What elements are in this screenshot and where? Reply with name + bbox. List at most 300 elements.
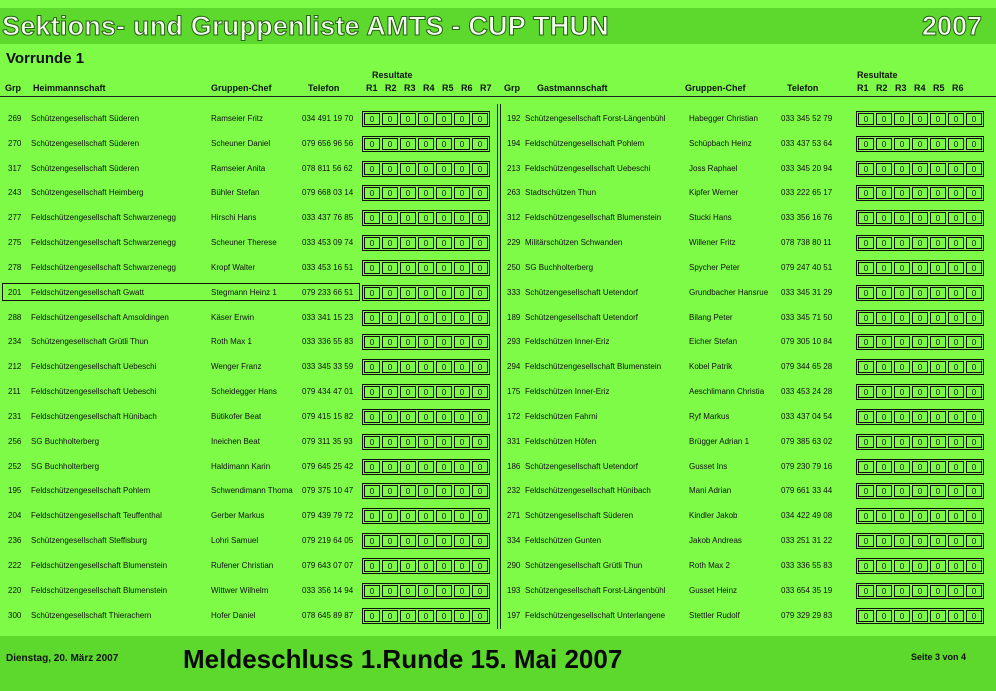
- score-box[interactable]: 0: [418, 535, 434, 547]
- score-box[interactable]: 0: [894, 560, 910, 572]
- score-box[interactable]: 0: [400, 386, 416, 398]
- score-box[interactable]: 0: [382, 535, 398, 547]
- score-box[interactable]: 0: [894, 212, 910, 224]
- score-box[interactable]: 0: [364, 163, 380, 175]
- score-box[interactable]: 0: [876, 585, 892, 597]
- score-box[interactable]: 0: [912, 212, 928, 224]
- score-box[interactable]: 0: [858, 436, 874, 448]
- score-box[interactable]: 0: [858, 610, 874, 622]
- score-box[interactable]: 0: [382, 237, 398, 249]
- score-box[interactable]: 0: [876, 535, 892, 547]
- score-box[interactable]: 0: [418, 510, 434, 522]
- score-box[interactable]: 0: [382, 312, 398, 324]
- score-box[interactable]: 0: [858, 113, 874, 125]
- score-box[interactable]: 0: [364, 560, 380, 572]
- score-box[interactable]: 0: [436, 237, 452, 249]
- home-team-name: Schützengesellschaft Süderen: [31, 114, 140, 123]
- score-box[interactable]: 0: [966, 436, 982, 448]
- score-box[interactable]: 0: [454, 461, 470, 473]
- score-box[interactable]: 0: [930, 113, 946, 125]
- score-box[interactable]: 0: [966, 535, 982, 547]
- score-box[interactable]: 0: [966, 237, 982, 249]
- score-box[interactable]: 0: [436, 287, 452, 299]
- score-box[interactable]: 0: [948, 287, 964, 299]
- score-box[interactable]: 0: [400, 113, 416, 125]
- score-box[interactable]: 0: [400, 163, 416, 175]
- score-box[interactable]: 0: [418, 312, 434, 324]
- score-box[interactable]: 0: [948, 510, 964, 522]
- score-box[interactable]: 0: [364, 535, 380, 547]
- score-box[interactable]: 0: [966, 113, 982, 125]
- score-box[interactable]: 0: [382, 212, 398, 224]
- score-box[interactable]: 0: [418, 113, 434, 125]
- score-box[interactable]: 0: [454, 163, 470, 175]
- score-box[interactable]: 0: [436, 535, 452, 547]
- score-box[interactable]: 0: [894, 361, 910, 373]
- score-box[interactable]: 0: [418, 461, 434, 473]
- score-box[interactable]: 0: [876, 485, 892, 497]
- score-box[interactable]: 0: [436, 187, 452, 199]
- score-box[interactable]: 0: [948, 212, 964, 224]
- score-box[interactable]: 0: [364, 411, 380, 423]
- score-box[interactable]: 0: [472, 312, 488, 324]
- score-box[interactable]: 0: [454, 510, 470, 522]
- score-box[interactable]: 0: [948, 585, 964, 597]
- score-box[interactable]: 0: [472, 262, 488, 274]
- score-box[interactable]: 0: [472, 461, 488, 473]
- score-box[interactable]: 0: [948, 461, 964, 473]
- score-box[interactable]: 0: [472, 163, 488, 175]
- score-box[interactable]: 0: [912, 113, 928, 125]
- score-box[interactable]: 0: [894, 237, 910, 249]
- score-box[interactable]: 0: [948, 361, 964, 373]
- score-box[interactable]: 0: [930, 510, 946, 522]
- score-box[interactable]: 0: [472, 411, 488, 423]
- score-box[interactable]: 0: [382, 560, 398, 572]
- guest-team-name: Feldschützen Fahrni: [525, 412, 598, 421]
- score-box[interactable]: 0: [858, 510, 874, 522]
- score-box[interactable]: 0: [472, 436, 488, 448]
- score-box[interactable]: 0: [436, 212, 452, 224]
- score-box[interactable]: 0: [382, 585, 398, 597]
- score-box[interactable]: 0: [400, 535, 416, 547]
- score-box[interactable]: 0: [418, 237, 434, 249]
- score-box[interactable]: 0: [454, 485, 470, 497]
- score-box[interactable]: 0: [948, 312, 964, 324]
- score-box[interactable]: 0: [400, 361, 416, 373]
- score-box[interactable]: 0: [912, 411, 928, 423]
- score-box[interactable]: 0: [400, 312, 416, 324]
- score-box[interactable]: 0: [930, 436, 946, 448]
- score-box[interactable]: 0: [436, 560, 452, 572]
- score-box[interactable]: 0: [876, 262, 892, 274]
- score-box[interactable]: 0: [382, 287, 398, 299]
- score-box[interactable]: 0: [436, 436, 452, 448]
- score-box[interactable]: 0: [948, 336, 964, 348]
- score-box[interactable]: 0: [472, 535, 488, 547]
- score-box[interactable]: 0: [894, 163, 910, 175]
- score-box[interactable]: 0: [930, 411, 946, 423]
- score-box[interactable]: 0: [400, 212, 416, 224]
- score-box[interactable]: 0: [966, 163, 982, 175]
- score-box[interactable]: 0: [930, 386, 946, 398]
- score-box[interactable]: 0: [418, 187, 434, 199]
- score-box[interactable]: 0: [400, 287, 416, 299]
- score-box[interactable]: 0: [418, 386, 434, 398]
- score-box[interactable]: 0: [912, 138, 928, 150]
- score-box[interactable]: 0: [364, 610, 380, 622]
- score-box[interactable]: 0: [948, 113, 964, 125]
- score-box[interactable]: 0: [436, 461, 452, 473]
- score-box[interactable]: 0: [912, 560, 928, 572]
- score-box[interactable]: 0: [930, 312, 946, 324]
- score-box[interactable]: 0: [858, 187, 874, 199]
- score-box[interactable]: 0: [364, 585, 380, 597]
- score-box[interactable]: 0: [454, 610, 470, 622]
- score-box[interactable]: 0: [858, 411, 874, 423]
- score-box[interactable]: 0: [930, 535, 946, 547]
- score-box[interactable]: 0: [966, 585, 982, 597]
- score-box[interactable]: 0: [382, 262, 398, 274]
- score-box[interactable]: 0: [876, 336, 892, 348]
- score-box[interactable]: 0: [858, 312, 874, 324]
- score-box[interactable]: 0: [418, 610, 434, 622]
- score-box[interactable]: 0: [382, 510, 398, 522]
- score-box[interactable]: 0: [472, 386, 488, 398]
- score-box[interactable]: 0: [858, 163, 874, 175]
- score-box[interactable]: 0: [436, 361, 452, 373]
- score-box[interactable]: 0: [966, 510, 982, 522]
- score-box[interactable]: 0: [894, 386, 910, 398]
- score-box[interactable]: 0: [894, 187, 910, 199]
- score-box[interactable]: 0: [364, 361, 380, 373]
- score-box[interactable]: 0: [876, 610, 892, 622]
- score-box[interactable]: 0: [912, 436, 928, 448]
- score-box[interactable]: 0: [382, 336, 398, 348]
- score-box[interactable]: 0: [418, 485, 434, 497]
- score-box[interactable]: 0: [894, 312, 910, 324]
- score-box[interactable]: 0: [948, 535, 964, 547]
- score-box[interactable]: 0: [858, 336, 874, 348]
- score-box[interactable]: 0: [472, 336, 488, 348]
- score-box[interactable]: 0: [966, 287, 982, 299]
- score-box[interactable]: 0: [400, 461, 416, 473]
- score-box[interactable]: 0: [930, 485, 946, 497]
- score-box[interactable]: 0: [930, 212, 946, 224]
- score-box[interactable]: 0: [472, 113, 488, 125]
- score-box[interactable]: 0: [418, 585, 434, 597]
- score-box[interactable]: 0: [858, 485, 874, 497]
- score-box[interactable]: 0: [966, 386, 982, 398]
- score-box[interactable]: 0: [930, 287, 946, 299]
- guest-group-chief: Gusset Heinz: [689, 586, 738, 595]
- score-box[interactable]: 0: [948, 138, 964, 150]
- table-row: [0, 260, 996, 276]
- score-box[interactable]: 0: [454, 187, 470, 199]
- score-box[interactable]: 0: [858, 560, 874, 572]
- score-box[interactable]: 0: [876, 237, 892, 249]
- score-box[interactable]: 0: [364, 485, 380, 497]
- score-box[interactable]: 0: [966, 610, 982, 622]
- score-box[interactable]: 0: [912, 535, 928, 547]
- score-box[interactable]: 0: [876, 113, 892, 125]
- score-box[interactable]: 0: [454, 212, 470, 224]
- score-box[interactable]: 0: [364, 510, 380, 522]
- score-box[interactable]: 0: [454, 436, 470, 448]
- score-box[interactable]: 0: [400, 436, 416, 448]
- score-box[interactable]: 0: [930, 138, 946, 150]
- score-box[interactable]: 0: [894, 535, 910, 547]
- score-box[interactable]: 0: [418, 361, 434, 373]
- score-box[interactable]: 0: [400, 585, 416, 597]
- score-box[interactable]: 0: [948, 610, 964, 622]
- score-box[interactable]: 0: [930, 585, 946, 597]
- score-box[interactable]: 0: [364, 461, 380, 473]
- score-box[interactable]: 0: [858, 287, 874, 299]
- score-box[interactable]: 0: [382, 163, 398, 175]
- score-box[interactable]: 0: [454, 585, 470, 597]
- score-box[interactable]: 0: [912, 485, 928, 497]
- score-box[interactable]: 0: [912, 237, 928, 249]
- score-box[interactable]: 0: [948, 560, 964, 572]
- score-box[interactable]: 0: [436, 163, 452, 175]
- score-box[interactable]: 0: [912, 187, 928, 199]
- score-box[interactable]: 0: [454, 312, 470, 324]
- score-box[interactable]: 0: [454, 535, 470, 547]
- score-box[interactable]: 0: [472, 187, 488, 199]
- score-box[interactable]: 0: [876, 461, 892, 473]
- score-box[interactable]: 0: [912, 312, 928, 324]
- score-box[interactable]: 0: [876, 187, 892, 199]
- score-box[interactable]: 0: [966, 485, 982, 497]
- score-box[interactable]: 0: [858, 386, 874, 398]
- score-box[interactable]: 0: [364, 262, 380, 274]
- score-box[interactable]: 0: [364, 312, 380, 324]
- score-box[interactable]: 0: [400, 138, 416, 150]
- score-box[interactable]: 0: [912, 361, 928, 373]
- score-box[interactable]: 0: [418, 411, 434, 423]
- score-box[interactable]: 0: [912, 610, 928, 622]
- score-box[interactable]: 0: [894, 436, 910, 448]
- score-box[interactable]: 0: [364, 187, 380, 199]
- score-box[interactable]: 0: [966, 336, 982, 348]
- score-box[interactable]: 0: [454, 361, 470, 373]
- score-box[interactable]: 0: [858, 262, 874, 274]
- score-box[interactable]: 0: [876, 361, 892, 373]
- score-box[interactable]: 0: [876, 436, 892, 448]
- score-box[interactable]: 0: [364, 436, 380, 448]
- score-box[interactable]: 0: [364, 113, 380, 125]
- score-box[interactable]: 0: [966, 361, 982, 373]
- score-box[interactable]: 0: [454, 237, 470, 249]
- score-box[interactable]: 0: [894, 610, 910, 622]
- score-box[interactable]: 0: [454, 138, 470, 150]
- score-box[interactable]: 0: [436, 585, 452, 597]
- score-box[interactable]: 0: [858, 138, 874, 150]
- score-box[interactable]: 0: [930, 187, 946, 199]
- score-box[interactable]: 0: [894, 262, 910, 274]
- score-box[interactable]: 0: [876, 138, 892, 150]
- score-box[interactable]: 0: [418, 560, 434, 572]
- score-box[interactable]: 0: [454, 113, 470, 125]
- score-box[interactable]: 0: [858, 212, 874, 224]
- score-box[interactable]: 0: [454, 386, 470, 398]
- score-box[interactable]: 0: [364, 336, 380, 348]
- score-box[interactable]: 0: [930, 237, 946, 249]
- score-box[interactable]: 0: [364, 138, 380, 150]
- score-box[interactable]: 0: [894, 113, 910, 125]
- score-box[interactable]: 0: [876, 560, 892, 572]
- score-box[interactable]: 0: [912, 336, 928, 348]
- score-box[interactable]: 0: [418, 262, 434, 274]
- score-box[interactable]: 0: [436, 485, 452, 497]
- score-box[interactable]: 0: [912, 585, 928, 597]
- score-box[interactable]: 0: [876, 212, 892, 224]
- score-box[interactable]: 0: [364, 212, 380, 224]
- score-box[interactable]: 0: [418, 287, 434, 299]
- score-box[interactable]: 0: [966, 411, 982, 423]
- score-box[interactable]: 0: [400, 510, 416, 522]
- score-box[interactable]: 0: [948, 436, 964, 448]
- score-box[interactable]: 0: [912, 262, 928, 274]
- score-box[interactable]: 0: [436, 386, 452, 398]
- score-box[interactable]: 0: [454, 560, 470, 572]
- score-box[interactable]: 0: [966, 212, 982, 224]
- score-box[interactable]: 0: [400, 336, 416, 348]
- score-box[interactable]: 0: [454, 287, 470, 299]
- score-box[interactable]: 0: [912, 510, 928, 522]
- score-box[interactable]: 0: [436, 312, 452, 324]
- score-box[interactable]: 0: [472, 212, 488, 224]
- score-box[interactable]: 0: [364, 287, 380, 299]
- score-box[interactable]: 0: [418, 336, 434, 348]
- guest-score-boxes: [856, 111, 984, 127]
- score-box[interactable]: 0: [930, 336, 946, 348]
- score-box[interactable]: 0: [436, 113, 452, 125]
- score-box[interactable]: 0: [858, 237, 874, 249]
- score-box[interactable]: 0: [382, 361, 398, 373]
- score-box[interactable]: 0: [472, 237, 488, 249]
- score-box[interactable]: 0: [966, 560, 982, 572]
- score-box[interactable]: 0: [876, 287, 892, 299]
- score-box[interactable]: 0: [436, 610, 452, 622]
- score-box[interactable]: 0: [966, 187, 982, 199]
- score-box[interactable]: 0: [400, 610, 416, 622]
- score-box[interactable]: 0: [966, 461, 982, 473]
- score-box[interactable]: 0: [948, 187, 964, 199]
- score-box[interactable]: 0: [876, 411, 892, 423]
- score-box[interactable]: 0: [436, 138, 452, 150]
- score-box[interactable]: 0: [472, 287, 488, 299]
- score-box[interactable]: 0: [948, 411, 964, 423]
- score-box[interactable]: 0: [400, 411, 416, 423]
- score-box[interactable]: 0: [876, 510, 892, 522]
- score-box[interactable]: 0: [912, 461, 928, 473]
- score-box[interactable]: 0: [912, 163, 928, 175]
- score-box[interactable]: 0: [418, 163, 434, 175]
- score-box[interactable]: 0: [948, 386, 964, 398]
- score-box[interactable]: 0: [382, 436, 398, 448]
- score-box[interactable]: 0: [930, 610, 946, 622]
- score-box[interactable]: 0: [472, 510, 488, 522]
- score-box[interactable]: 0: [454, 411, 470, 423]
- score-box[interactable]: 0: [948, 262, 964, 274]
- score-box[interactable]: 0: [966, 138, 982, 150]
- score-box[interactable]: 0: [894, 138, 910, 150]
- score-box[interactable]: 0: [436, 262, 452, 274]
- score-box[interactable]: 0: [930, 163, 946, 175]
- score-box[interactable]: 0: [364, 237, 380, 249]
- score-box[interactable]: 0: [400, 560, 416, 572]
- score-box[interactable]: 0: [418, 212, 434, 224]
- score-box[interactable]: 0: [912, 287, 928, 299]
- score-box[interactable]: 0: [472, 560, 488, 572]
- score-box[interactable]: 0: [400, 485, 416, 497]
- score-box[interactable]: 0: [400, 237, 416, 249]
- score-box[interactable]: 0: [876, 312, 892, 324]
- score-box[interactable]: 0: [472, 361, 488, 373]
- score-box[interactable]: 0: [364, 386, 380, 398]
- score-box[interactable]: 0: [382, 113, 398, 125]
- score-box[interactable]: 0: [472, 485, 488, 497]
- score-box[interactable]: 0: [382, 386, 398, 398]
- score-box[interactable]: 0: [858, 585, 874, 597]
- score-box[interactable]: 0: [930, 461, 946, 473]
- score-box[interactable]: 0: [418, 436, 434, 448]
- score-box[interactable]: 0: [454, 262, 470, 274]
- score-box[interactable]: 0: [948, 485, 964, 497]
- score-box[interactable]: 0: [876, 386, 892, 398]
- score-box[interactable]: 0: [966, 312, 982, 324]
- score-box[interactable]: 0: [382, 138, 398, 150]
- score-box[interactable]: 0: [382, 610, 398, 622]
- score-box[interactable]: 0: [930, 262, 946, 274]
- score-box[interactable]: 0: [948, 237, 964, 249]
- score-box[interactable]: 0: [894, 510, 910, 522]
- score-box[interactable]: 0: [382, 461, 398, 473]
- score-box[interactable]: 0: [858, 361, 874, 373]
- home-phone: 079 311 35 93: [302, 437, 353, 446]
- score-box[interactable]: 0: [436, 510, 452, 522]
- score-box[interactable]: 0: [436, 411, 452, 423]
- score-box[interactable]: 0: [876, 163, 892, 175]
- score-box[interactable]: 0: [930, 361, 946, 373]
- score-box[interactable]: 0: [472, 138, 488, 150]
- score-box[interactable]: 0: [436, 336, 452, 348]
- score-box[interactable]: 0: [894, 485, 910, 497]
- score-box[interactable]: 0: [894, 287, 910, 299]
- score-box[interactable]: 0: [382, 485, 398, 497]
- score-box[interactable]: 0: [454, 336, 470, 348]
- score-box[interactable]: 0: [400, 187, 416, 199]
- score-box[interactable]: 0: [858, 535, 874, 547]
- score-box[interactable]: 0: [948, 163, 964, 175]
- score-box[interactable]: 0: [472, 585, 488, 597]
- score-box[interactable]: 0: [472, 610, 488, 622]
- score-box[interactable]: 0: [894, 411, 910, 423]
- score-box[interactable]: 0: [400, 262, 416, 274]
- score-box[interactable]: 0: [418, 138, 434, 150]
- score-box[interactable]: 0: [966, 262, 982, 274]
- score-box[interactable]: 0: [912, 386, 928, 398]
- score-box[interactable]: 0: [382, 187, 398, 199]
- score-box[interactable]: 0: [894, 461, 910, 473]
- score-box[interactable]: 0: [894, 585, 910, 597]
- score-box[interactable]: 0: [858, 461, 874, 473]
- score-box[interactable]: 0: [930, 560, 946, 572]
- score-box[interactable]: 0: [894, 336, 910, 348]
- score-box[interactable]: 0: [382, 411, 398, 423]
